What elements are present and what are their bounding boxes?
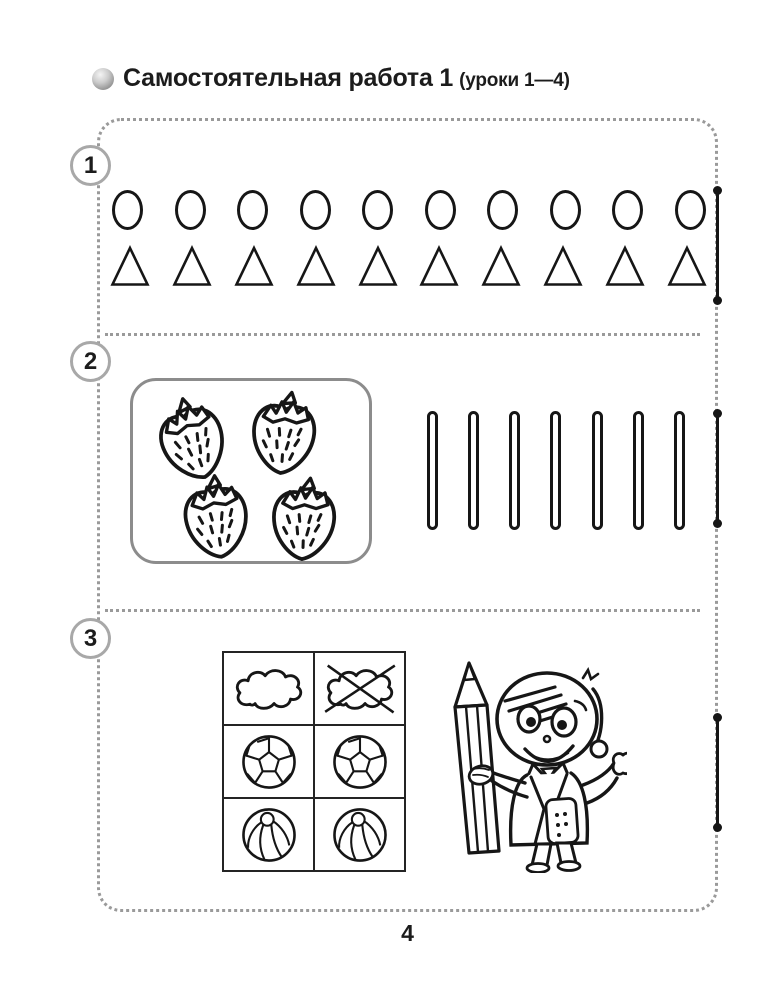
circle-shape <box>487 190 518 230</box>
soccer-ball-icon <box>331 733 389 791</box>
circle-shape <box>425 190 456 230</box>
triangle-shape <box>605 245 645 287</box>
cloud-icon <box>231 663 307 715</box>
soccer-ball-icon <box>240 733 298 791</box>
triangle-shape <box>296 245 336 287</box>
circle-shape <box>612 190 643 230</box>
task-1-score-line <box>716 190 719 301</box>
grid-cell-beach-ball-1 <box>223 798 314 871</box>
task-2-sticks-row <box>427 411 685 530</box>
counting-stick <box>633 411 644 530</box>
task-1-number-badge: 1 <box>70 145 111 186</box>
sphere-bullet-icon <box>92 68 114 90</box>
task-1-triangles-row <box>110 245 707 287</box>
circle-shape <box>675 190 706 230</box>
triangle-shape <box>110 245 150 287</box>
counting-stick <box>592 411 603 530</box>
grid-cell-cloud-crossed <box>314 652 405 725</box>
beach-ball-icon <box>240 806 298 864</box>
triangle-shape <box>419 245 459 287</box>
page-title-main: Самостоятельная работа 1 <box>123 64 454 92</box>
counting-stick <box>509 411 520 530</box>
circle-shape <box>112 190 143 230</box>
section-divider-1 <box>105 333 700 336</box>
beach-ball-icon <box>331 806 389 864</box>
triangle-shape <box>172 245 212 287</box>
circle-shape <box>237 190 268 230</box>
task-2-score-line <box>716 413 719 524</box>
worksheet-frame <box>83 118 718 912</box>
grid-cell-beach-ball-2 <box>314 798 405 871</box>
circle-shape <box>362 190 393 230</box>
boy-with-pencil-illustration <box>447 657 627 873</box>
circle-shape <box>175 190 206 230</box>
page-number: 4 <box>401 920 414 946</box>
triangle-shape <box>234 245 274 287</box>
task-3-picture-grid <box>222 651 406 872</box>
triangle-shape <box>667 245 707 287</box>
cloud-crossed-icon <box>322 663 398 715</box>
counting-stick <box>427 411 438 530</box>
task-2-strawberries-box <box>130 378 372 564</box>
page-title <box>123 64 570 93</box>
grid-cell-soccer-ball-1 <box>223 725 314 798</box>
strawberry-icon <box>166 465 265 569</box>
triangle-shape <box>358 245 398 287</box>
circle-shape <box>550 190 581 230</box>
task-2-number-badge: 2 <box>70 341 111 382</box>
counting-stick <box>550 411 561 530</box>
triangle-shape <box>543 245 583 287</box>
task-3-number-badge: 3 <box>70 618 111 659</box>
triangle-shape <box>481 245 521 287</box>
counting-stick <box>468 411 479 530</box>
strawberry-icon <box>259 472 348 567</box>
grid-cell-cloud <box>223 652 314 725</box>
page-header <box>92 64 570 93</box>
grid-cell-soccer-ball-2 <box>314 725 405 798</box>
page-title-lessons: (уроки 1—4) <box>459 70 570 91</box>
circle-shape <box>300 190 331 230</box>
counting-stick <box>674 411 685 530</box>
task-3-score-line <box>716 717 719 828</box>
section-divider-2 <box>105 609 700 612</box>
task-1-circles-row <box>112 190 706 230</box>
